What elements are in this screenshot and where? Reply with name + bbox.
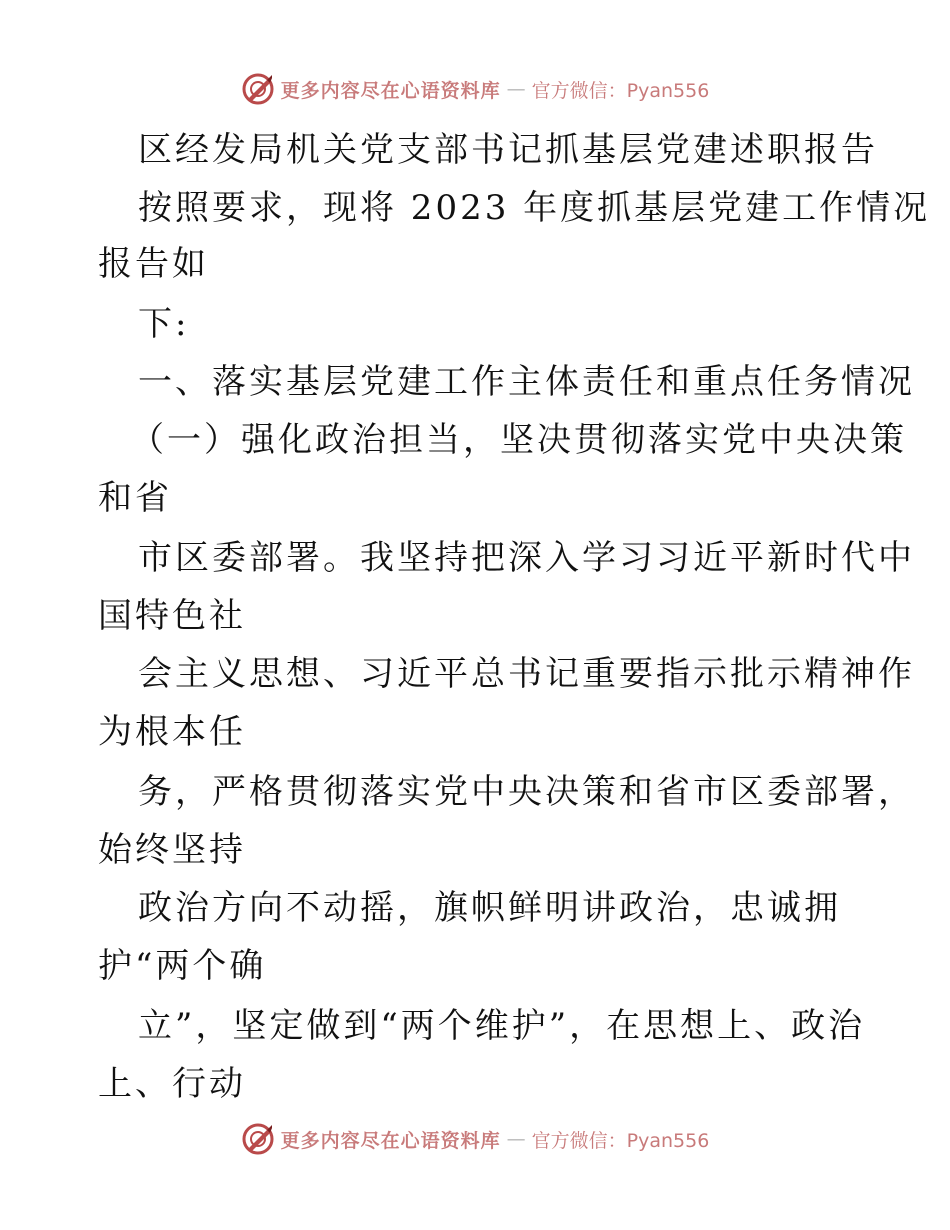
section-heading: 一、落实基层党建工作主体责任和重点任务情况: [138, 362, 915, 402]
watermark-footer: [0, 1122, 950, 1156]
text-line: 下:: [138, 304, 190, 344]
watermark-contact: 官方微信：Pyan556: [531, 1129, 710, 1152]
text-line: 报告如: [98, 244, 209, 284]
text-line: 市区委部署。我坚持把深入学习习近平新时代中: [138, 538, 915, 578]
text-line: 始终坚持: [98, 830, 246, 870]
text-line: 政治方向不动摇，旗帜鲜明讲政治，忠诚拥: [138, 888, 841, 928]
watermark-text: 更多内容尽在心语资料库: [280, 79, 501, 102]
text-line: 会主义思想、习近平总书记重要指示批示精神作: [138, 654, 915, 694]
document-title: 区经发局机关党支部书记抓基层党建述职报告: [138, 130, 878, 170]
text-line: 务，严格贯彻落实党中央决策和省市区委部署，: [138, 772, 915, 812]
watermark-separator: —: [506, 1128, 526, 1150]
watermark-contact: 官方微信：Pyan556: [531, 79, 710, 102]
text-line: 和省: [98, 478, 172, 518]
text-line: 护“两个确: [98, 946, 267, 986]
text-line: 按照要求，现将 2023 年度抓基层党建工作情况: [138, 188, 931, 228]
text-line: 上、行动: [98, 1064, 246, 1104]
logo-icon: [241, 1122, 275, 1156]
logo-icon: [241, 72, 275, 106]
text-line: 为根本任: [98, 712, 246, 752]
watermark-text: 更多内容尽在心语资料库: [280, 1129, 501, 1152]
text-line: 立”，坚定做到“两个维护”，在思想上、政治: [138, 1006, 866, 1046]
watermark-header: [0, 72, 950, 106]
text-line: 国特色社: [98, 596, 246, 636]
watermark-separator: —: [506, 78, 526, 100]
subsection-heading: （一）强化政治担当，坚决贯彻落实党中央决策: [130, 420, 907, 460]
